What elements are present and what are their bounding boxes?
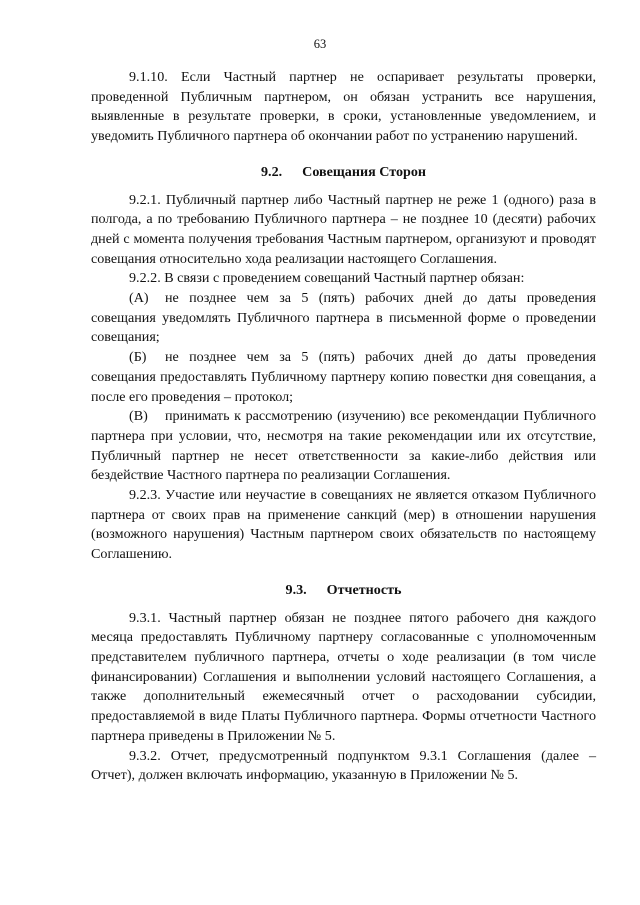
paragraph-9-3-1: 9.3.1. Частный партнер обязан не позднее пятого рабочего дня каждого месяца предоставлять Публичному партнеру согласованные с уполномоченным представителем публичного партнера, отчеты о ходе реализации (в том числе финансировании) Соглашения и выполнении условий настоящего Соглашения, а также дополнительный ежемесячный отчет о расходовании субсидии, предоставляемой в виде Платы Публичного партнера. Формы отчетности Частного партнера приведены в Приложении № 5.: [91, 609, 596, 744]
list-item-a: [91, 289, 596, 348]
list-item-v: [91, 407, 596, 486]
section-title: Отчетность: [326, 581, 402, 598]
list-item-text: принимать к рассмотрению (изучению) все рекомендации Публичного партнера при условии, что, несмотря на такие рекомендации или их отсутствие, Публичный партнер не несет ответственности за какие-либо действия или бездействие Частного партнера по реализации Соглашения.: [91, 408, 596, 484]
section-number: 9.2.: [261, 163, 283, 180]
section-heading-9-2: [91, 163, 596, 183]
paragraph-9-2-3: 9.2.3. Участие или неучастие в совещаниях не является отказом Публичного партнера от своих прав на применение санкций (мер) в отношении нарушения (возможного нарушения) Частным партнером своих обязательств по настоящему Соглашению.: [91, 487, 596, 563]
list-marker: (А): [129, 290, 149, 307]
section-title: Совещания Сторон: [302, 163, 426, 180]
list-item-text: не позднее чем за 5 (пять) рабочих дней до даты проведения совещания уведомлять Публичного партнера в письменной форме о проведении совещания;: [91, 290, 596, 346]
document-body: [91, 68, 596, 786]
paragraph-9-1-10: 9.1.10. Если Частный партнер не оспаривает результаты проверки, проведенной Публичным партнером, он обязан устранить все нарушения, выявленные в результате проверки, в сроки, установленные уведомлением, и уведомить Публичного партнера об окончании работ по устранению нарушений.: [91, 69, 596, 145]
paragraph-9-2-2: 9.2.2. В связи с проведением совещаний Частный партнер обязан:: [129, 270, 525, 287]
list-item-b: [91, 348, 596, 407]
section-number: 9.3.: [285, 581, 307, 598]
section-heading-9-3: [91, 581, 596, 601]
list-marker: (В): [129, 408, 148, 425]
paragraph-9-3-2: 9.3.2. Отчет, предусмотренный подпунктом 9.3.1 Соглашения (далее – Отчет), должен включать информацию, указанную в Приложении № 5.: [91, 747, 596, 784]
list-marker: (Б): [129, 349, 147, 366]
page-number: 63: [313, 37, 327, 51]
paragraph-9-2-1: 9.2.1. Публичный партнер либо Частный партнер не реже 1 (одного) раза в полгода, а по требованию Публичного партнера – не позднее 10 (десяти) рабочих дней с момента получения требования Частным партнером, организуют и проводят совещания относительно хода реализации настоящего Соглашения.: [91, 191, 596, 267]
list-item-text: не позднее чем за 5 (пять) рабочих дней до даты проведения совещания предоставлять Публичному партнеру копию повестки дня совещания, а после его проведения – протокол;: [91, 349, 596, 405]
